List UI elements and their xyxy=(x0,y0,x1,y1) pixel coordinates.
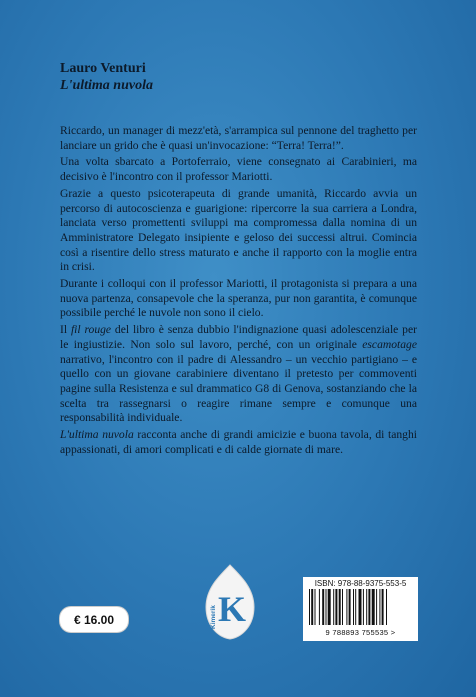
blurb-paragraph xyxy=(60,428,417,457)
barcode-stripe xyxy=(359,589,362,625)
blurb-italic: L'ultima nuvola xyxy=(60,428,134,442)
blurb-text: del libro è senza dubbio l'indignazione quasi adolescenziale per le ingiustizie. Non solo sul lavoro, perché, con un originale xyxy=(60,323,417,351)
barcode-stripe xyxy=(386,589,387,625)
barcode-stripe xyxy=(379,589,380,625)
barcode-stripe xyxy=(382,589,384,625)
blurb-paragraph: Riccardo, un manager di mezz'età, s'arrampica sul pennone del traghetto per lanciare un grido che è quasi un'invocazione: “Terra! Terra!”. xyxy=(60,124,417,152)
logo-letter: K xyxy=(217,589,247,629)
barcode-stripe xyxy=(368,589,370,625)
barcode-stripe xyxy=(328,589,331,625)
blurb-paragraph: Una volta sbarcato a Portoferraio, viene consegnato ai Carabinieri, ma decisivo è l'incontro con il professor Mariotti. xyxy=(60,155,417,184)
barcode-stripe xyxy=(346,589,347,625)
author-name: Lauro Venturi xyxy=(60,61,146,76)
blurb-text: Il xyxy=(60,323,71,337)
barcode-stripe xyxy=(366,589,367,625)
blurb-text: narrativo, l'incontro con il padre di Alessandro – un vecchio partigiano – e quello con un giovane carabiniere diventano il pretesto per commoventi pagine sulla Resistenza e sul drammatico G8 di Genova, sostanziando che la scelta tra rassegnarsi o reagire rimane sempre e comunque una responsabilità individuale. xyxy=(60,352,417,425)
barcode-stripe xyxy=(319,589,320,625)
barcode-stripe xyxy=(349,589,351,625)
blurb-italic: fil rouge xyxy=(70,323,112,337)
barcode-stripe xyxy=(335,589,337,625)
blurb-paragraph: Grazie a questo psicoterapeuta di grande umanità, Riccardo avvia un percorso di autocoscienza e guarigione: ripercorre la sua carriera a Londra, lanciata verso promettenti sviluppi ma compromessa dalla nomina di un Amministratore Delegato insipiente e geloso dei successi altrui. Comincia così a risentire dello stress maturato e anche il rapporto con la moglie entra in crisi. xyxy=(60,186,417,274)
barcode-stripe xyxy=(311,589,313,625)
blurb-italic: escamotage xyxy=(362,337,417,351)
barcode-stripe xyxy=(315,589,316,625)
barcode-stripe xyxy=(339,589,341,625)
blurb-paragraph xyxy=(60,323,417,426)
logo-wordmark: Kimerik xyxy=(210,605,217,629)
barcode-stripe xyxy=(342,589,343,625)
barcode-stripe xyxy=(353,589,354,625)
price-tag: € 16.00 xyxy=(60,607,128,632)
barcode-digits: 9 788893 755535 > xyxy=(325,628,396,637)
barcode-stripe xyxy=(322,589,324,625)
barcode-stripe xyxy=(326,589,327,625)
barcode-stripe xyxy=(333,589,334,625)
blurb-paragraph: Durante i colloqui con il professor Mariotti, il protagonista si prepara a una nuova partenza, consapevole che la speranza, pur non garantita, è comunque possibile perché le nuvole non sono il cielo. xyxy=(60,277,417,320)
back-cover-blurb xyxy=(60,124,417,459)
barcode xyxy=(309,589,412,625)
barcode-stripe xyxy=(363,589,364,625)
publisher-logo xyxy=(200,563,260,641)
barcode-stripe xyxy=(372,589,375,625)
blurb-text: racconta anche di grandi amicizie e buona tavola, di tanghi appassionati, di amori complicati e di calde giornate di mare. xyxy=(60,428,417,456)
book-title: L'ultima nuvola xyxy=(60,78,153,93)
isbn-text: ISBN: 978-88-9375-553-5 xyxy=(314,579,407,588)
barcode-stripe xyxy=(376,589,377,625)
barcode-stripe xyxy=(309,589,310,625)
barcode-label xyxy=(303,577,418,641)
barcode-stripe xyxy=(355,589,356,625)
